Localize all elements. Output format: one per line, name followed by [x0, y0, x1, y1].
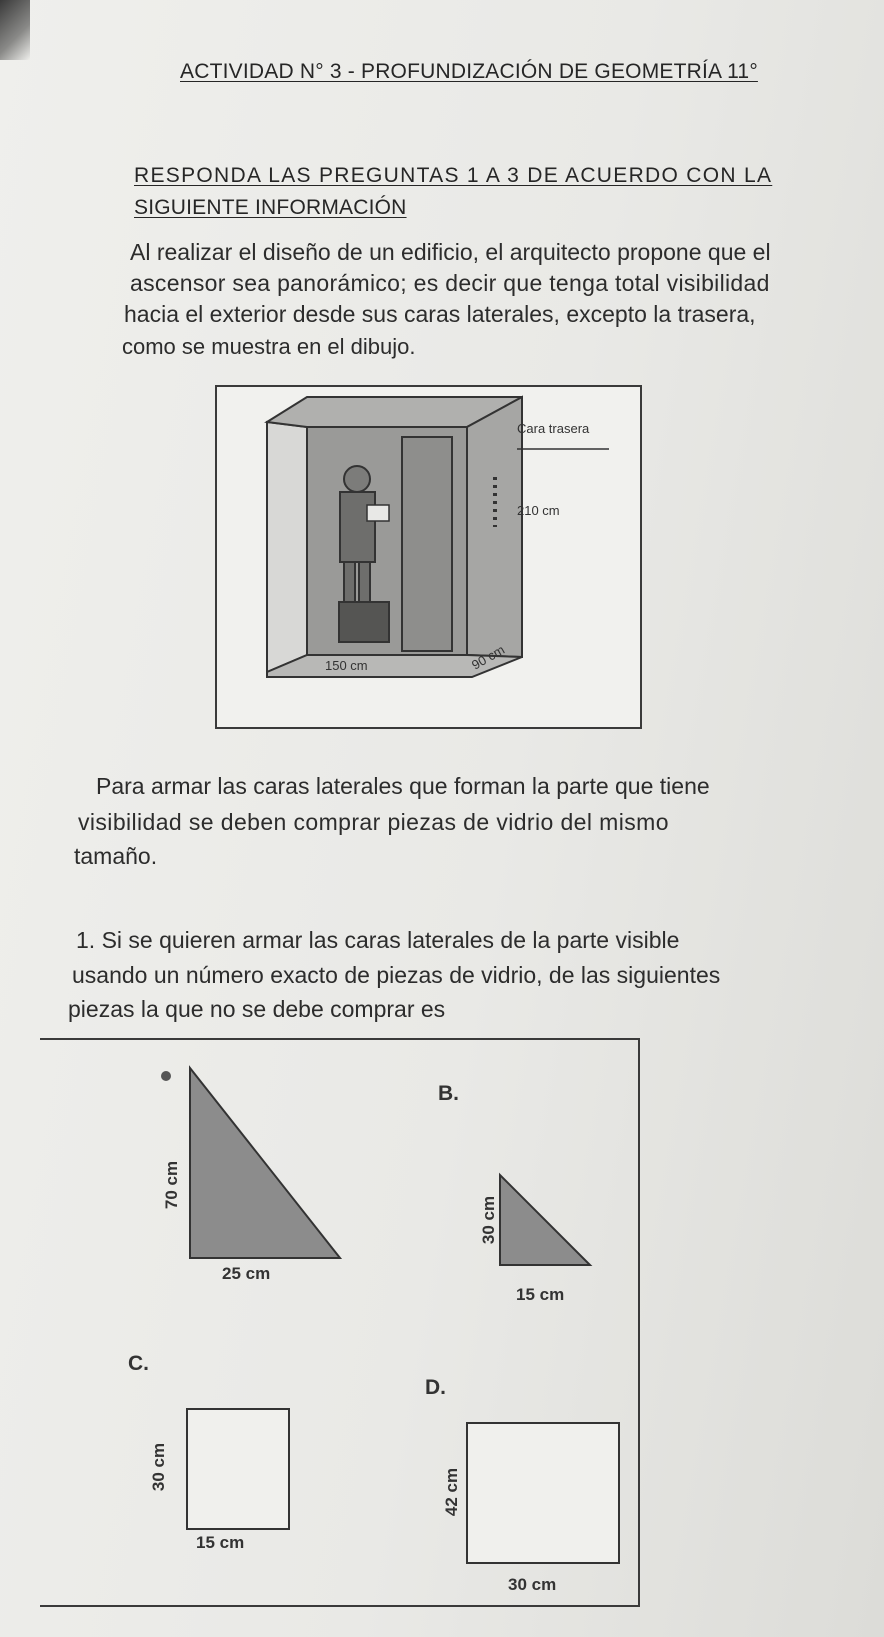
activity-title: ACTIVIDAD N° 3 - PROFUNDIZACIÓN DE GEOMETRÍA 11° [180, 60, 758, 83]
question-1-line-2: usando un número exacto de piezas de vidrio, de las siguientes [72, 962, 721, 988]
intro-line-2: ascensor sea panorámico; es decir que tenga total visibilidad [130, 270, 770, 296]
photo-shadow [0, 0, 30, 60]
elevator-figure [215, 385, 642, 729]
option-c-rectangle[interactable] [186, 1408, 290, 1530]
elevator-drawing [217, 387, 640, 727]
label-back-face: Cara trasera [517, 421, 590, 436]
question-1-line-1: 1. Si se quieren armar las caras laterales de la parte visible [76, 927, 680, 953]
question-1-line-3: piezas la que no se debe comprar es [68, 996, 446, 1022]
option-a-height: 70 cm [162, 1160, 182, 1210]
intro-line-4: como se muestra en el dibujo. [122, 334, 416, 359]
option-b-triangle[interactable] [490, 1170, 600, 1270]
intro-line-3: hacia el exterior desde sus caras laterales, excepto la trasera, [124, 301, 756, 327]
option-c-letter[interactable]: C. [128, 1352, 149, 1375]
context-line-2: visibilidad se deben comprar piezas de vidrio del mismo [78, 809, 669, 835]
man-body [340, 492, 375, 562]
left-glass-panel [267, 422, 307, 672]
context-line-3: tamaño. [74, 843, 158, 869]
option-b-height: 30 cm [479, 1195, 499, 1245]
briefcase [339, 602, 389, 642]
option-c-base: 15 cm [196, 1533, 245, 1552]
elevator-door [402, 437, 452, 651]
option-d-height: 42 cm [442, 1467, 462, 1517]
option-b-letter[interactable]: B. [438, 1082, 459, 1105]
man-head [344, 466, 370, 492]
instruction-line-1: RESPONDA LAS PREGUNTAS 1 A 3 DE ACUERDO CON LA [134, 164, 773, 187]
context-line-1: Para armar las caras laterales que forman la parte que tiene [96, 773, 710, 799]
label-depth: 90 cm [469, 641, 508, 673]
option-b-base: 15 cm [516, 1285, 565, 1304]
option-c-height: 30 cm [149, 1442, 169, 1492]
option-a-base: 25 cm [222, 1264, 271, 1283]
option-d-base: 30 cm [508, 1575, 557, 1594]
label-height: 210 cm [517, 503, 560, 518]
label-width: 150 cm [325, 658, 368, 673]
option-d-letter[interactable]: D. [425, 1376, 446, 1399]
instruction-line-2: SIGUIENTE INFORMACIÓN [134, 196, 407, 219]
option-d-rectangle[interactable] [466, 1422, 620, 1564]
intro-line-1: Al realizar el diseño de un edificio, el arquitecto propone que el [130, 239, 771, 265]
man-paper [367, 505, 389, 521]
